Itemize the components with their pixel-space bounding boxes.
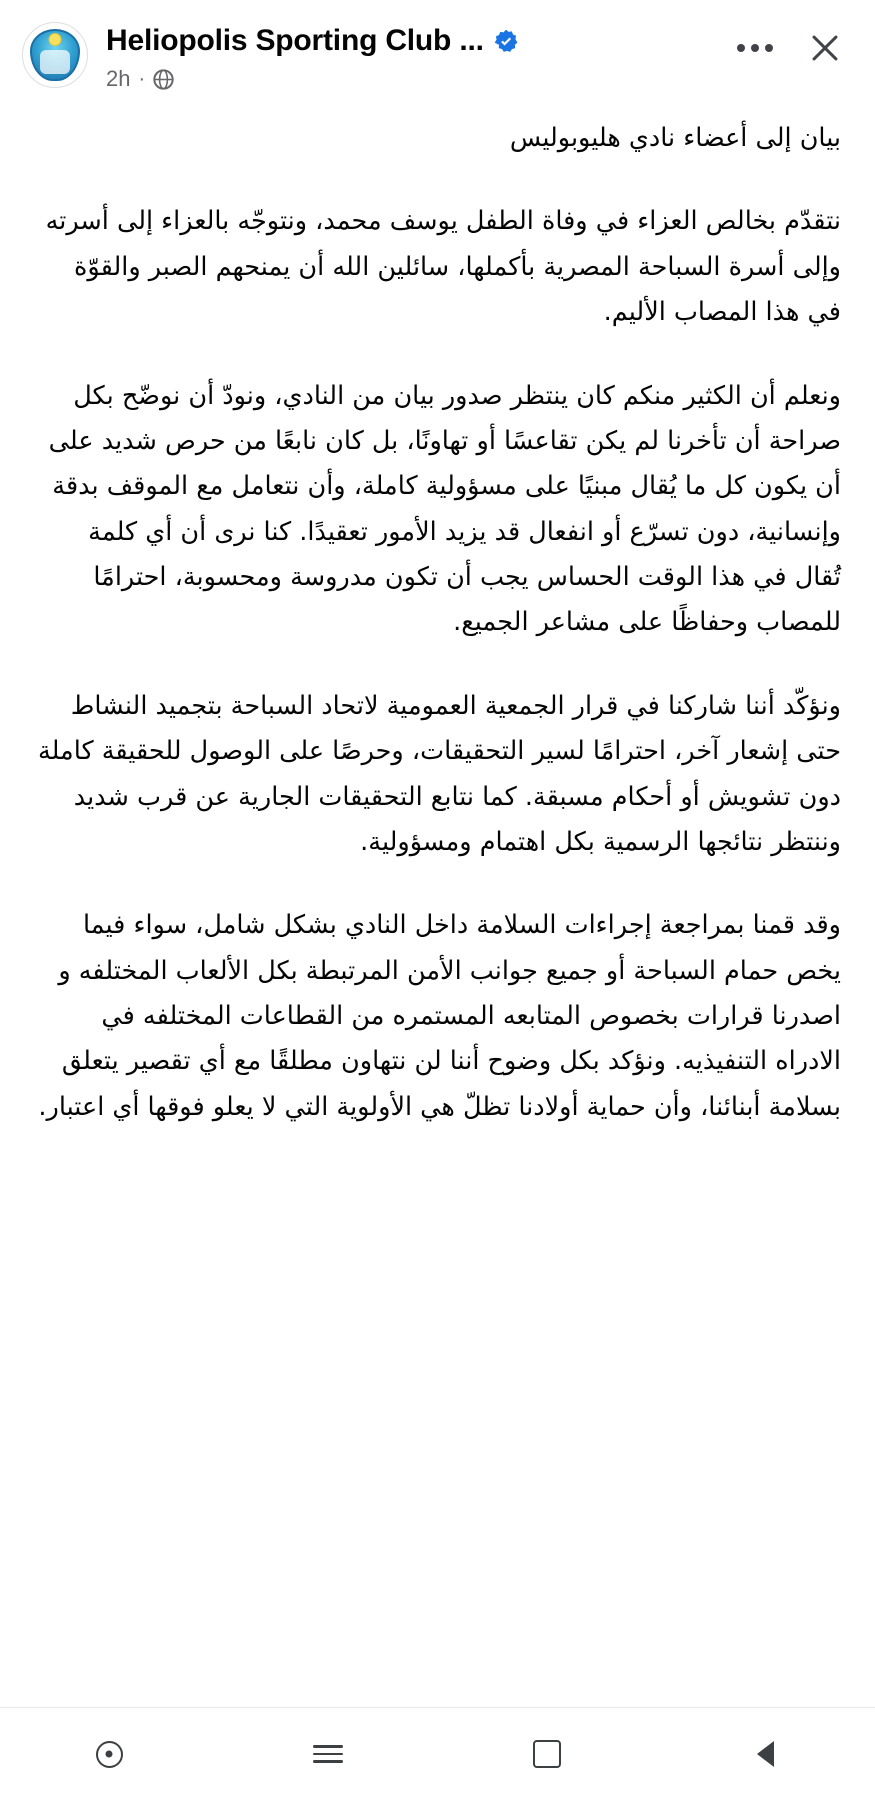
post-paragraph: بيان إلى أعضاء نادي هليوبوليس (509, 123, 841, 153)
post-paragraph: نتقدّم بخالص العزاء في وفاة الطفل يوسف محمد، ونتوجّه بالعزاء إلى أسرته وإلى أسرة السباحة المصرية بأكملها، سائلين الله أن يمنحهم الصبر والقوّة في هذا المصاب الأليم. (45, 206, 841, 328)
home-button[interactable] (512, 1719, 582, 1789)
post-header-text (106, 22, 731, 92)
post-paragraph: ونؤكّد أننا شاركنا في قرار الجمعية العمومية لاتحاد السباحة بتجميد النشاط حتى إشعار آخر، احترامًا لسير التحقيقات، وحرصًا على الوصول للحقيقة كاملة دون تشويش أو أحكام مسبقة. كما نتابع التحقيقات الجارية عن قرب شديد وننتظر نتائجها الرسمية بكل اهتمام ومسؤولية. (37, 690, 841, 857)
assistant-button[interactable] (74, 1719, 144, 1789)
system-navigation-bar (0, 1707, 875, 1800)
globe-icon (153, 69, 174, 90)
back-triangle-icon (757, 1741, 774, 1767)
recents-button[interactable] (293, 1719, 363, 1789)
post-meta-row (106, 66, 731, 92)
meta-separator: · (138, 67, 146, 90)
page-name[interactable]: Heliopolis Sporting Club ... (106, 24, 484, 57)
post-header (0, 0, 875, 98)
post-paragraph: ونعلم أن الكثير منكم كان ينتظر صدور بيان من النادي، ونودّ أن نوضّح بكل صراحة أن تأخرنا لم يكن تقاعسًا أو تهاونًا، بل كان نابعًا من حرص شديد على أن يكون كل ما يُقال مبنيًا على مسؤولية كاملة، وأن نتعامل مع الموقف بدقة وإنسانية، دون تسرّع أو انفعال قد يزيد الأمور تعقيدًا. كنا نرى أن أي كلمة تُقال في هذا الوقت الحساس يجب أن تكون مدروسة ومحسوبة، احترامًا للمصاب وحفاظًا على مشاعر الجميع. (48, 380, 841, 638)
back-button[interactable] (731, 1719, 801, 1789)
assistant-dot-icon (96, 1741, 123, 1768)
post-paragraph: وقد قمنا بمراجعة إجراءات السلامة داخل النادي بشكل شامل، سواء فيما يخص حمام السباحة أو جميع جوانب الأمن المرتبطة بكل الألعاب المختلفه و اصدرنا قرارات بخصوص المتابعه المستمره من القطاعات المختلفه في الادراه التنفيذيه. ونؤكد بكل وضوح أننا لن نتهاون مطلقًا مع أي تقصير يتعلق بسلامة أبنائنا، وأن حماية أولادنا تظلّ هي الأولوية التي لا يعلو فوقها أي اعتبار. (38, 910, 841, 1122)
more-options-icon[interactable] (731, 34, 779, 62)
page-name-row (106, 24, 731, 58)
post-timestamp[interactable]: 2h (106, 66, 131, 91)
header-actions (731, 22, 849, 68)
verified-badge-icon (493, 28, 519, 54)
close-icon[interactable] (805, 28, 845, 68)
menu-lines-icon (313, 1740, 343, 1768)
post-body (0, 98, 875, 1130)
avatar[interactable] (22, 22, 88, 88)
club-crest-icon (30, 29, 80, 81)
home-square-icon (533, 1740, 561, 1768)
